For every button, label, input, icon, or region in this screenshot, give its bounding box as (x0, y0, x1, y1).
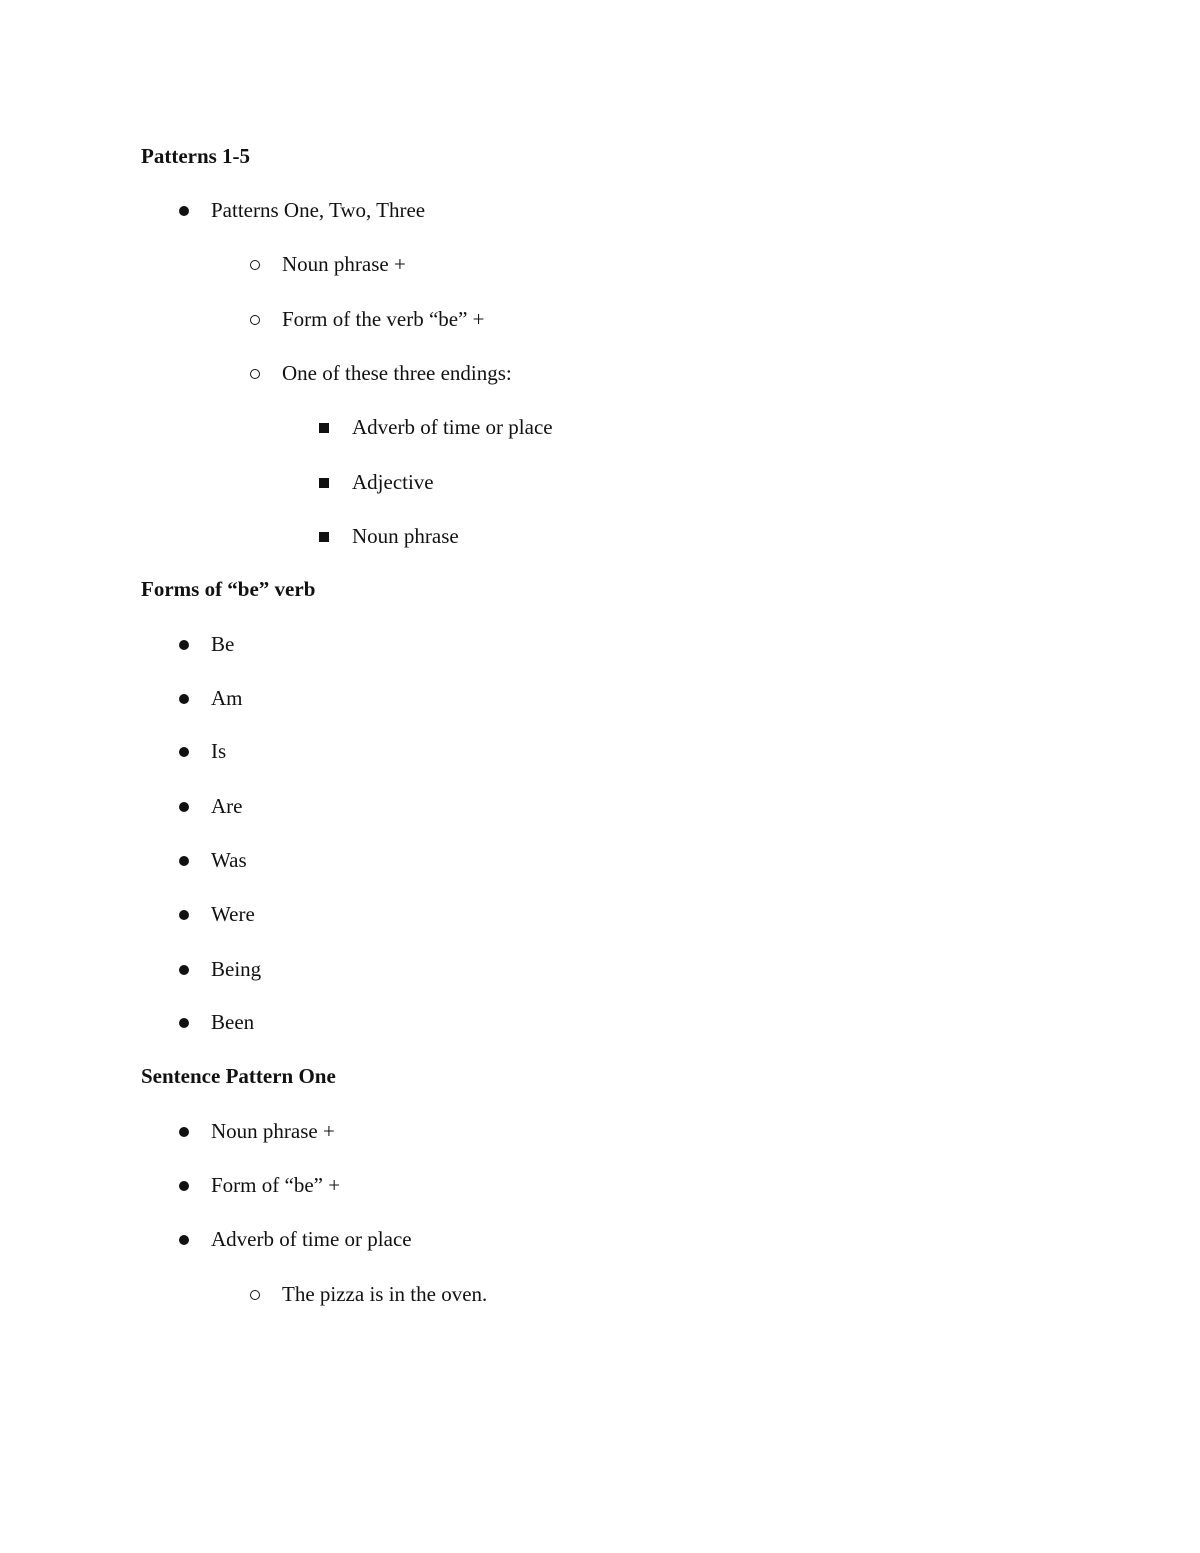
list-item-text: Be (211, 632, 235, 656)
bullet-disc-icon (179, 1018, 189, 1028)
bullet-disc-icon (179, 694, 189, 704)
bullet-disc-icon (179, 965, 189, 975)
list-item-text: Been (211, 1010, 255, 1034)
list-item-text: Am (211, 686, 243, 710)
bullet-square-icon (319, 532, 329, 542)
list-item (211, 1173, 340, 1197)
bullet-disc-icon (179, 856, 189, 866)
bullet-disc-icon (179, 1181, 189, 1191)
list-item-text: The pizza is in the oven. (282, 1282, 488, 1306)
list-item-text: One of these three endings: (282, 361, 512, 385)
list-item (211, 902, 255, 926)
bullet-square-icon (319, 478, 329, 488)
bullet-disc-icon (179, 206, 189, 216)
list-item (211, 957, 261, 981)
bullet-disc-icon (179, 640, 189, 650)
list-item (352, 415, 553, 439)
bullet-disc-icon (179, 1127, 189, 1137)
list-item (282, 361, 512, 385)
list-item-text: Form of the verb “be” + (282, 307, 485, 331)
list-item-text: Adjective (352, 470, 434, 494)
list-item (211, 632, 234, 656)
list-item (211, 848, 247, 872)
list-item-text: Being (211, 957, 262, 981)
bullet-square-icon (319, 423, 329, 433)
list-item (211, 1119, 335, 1143)
bullet-disc-icon (179, 802, 189, 812)
section-heading-patterns: Patterns 1-5 (141, 144, 251, 168)
list-item (282, 1282, 487, 1306)
list-item-text: Were (211, 902, 255, 926)
list-item-text: Adverb of time or place (352, 415, 553, 439)
list-item (211, 686, 243, 710)
list-item (352, 524, 459, 548)
bullet-circle-icon (250, 369, 260, 379)
list-item (282, 307, 485, 331)
list-item-text: Form of “be” + (211, 1173, 341, 1197)
list-item-text: Is (211, 739, 227, 763)
bullet-circle-icon (250, 260, 260, 270)
list-item (352, 470, 434, 494)
list-item (211, 198, 425, 222)
list-item-text: Patterns One, Two, Three (211, 198, 426, 222)
bullet-circle-icon (250, 1290, 260, 1300)
bullet-circle-icon (250, 315, 260, 325)
bullet-disc-icon (179, 910, 189, 920)
list-item-text: Noun phrase (352, 524, 459, 548)
list-item (211, 1010, 254, 1034)
section-heading-sentence-pattern-one: Sentence Pattern One (141, 1064, 336, 1088)
list-item-text: Adverb of time or place (211, 1227, 412, 1251)
list-item (211, 1227, 412, 1251)
list-item (282, 252, 406, 276)
list-item (211, 739, 226, 763)
list-item-text: Noun phrase + (282, 252, 406, 276)
list-item-text: Are (211, 794, 243, 818)
section-heading-forms-of-be: Forms of “be” verb (141, 577, 316, 601)
bullet-disc-icon (179, 747, 189, 757)
list-item-text: Was (211, 848, 247, 872)
bullet-disc-icon (179, 1235, 189, 1245)
list-item (211, 794, 242, 818)
list-item-text: Noun phrase + (211, 1119, 335, 1143)
